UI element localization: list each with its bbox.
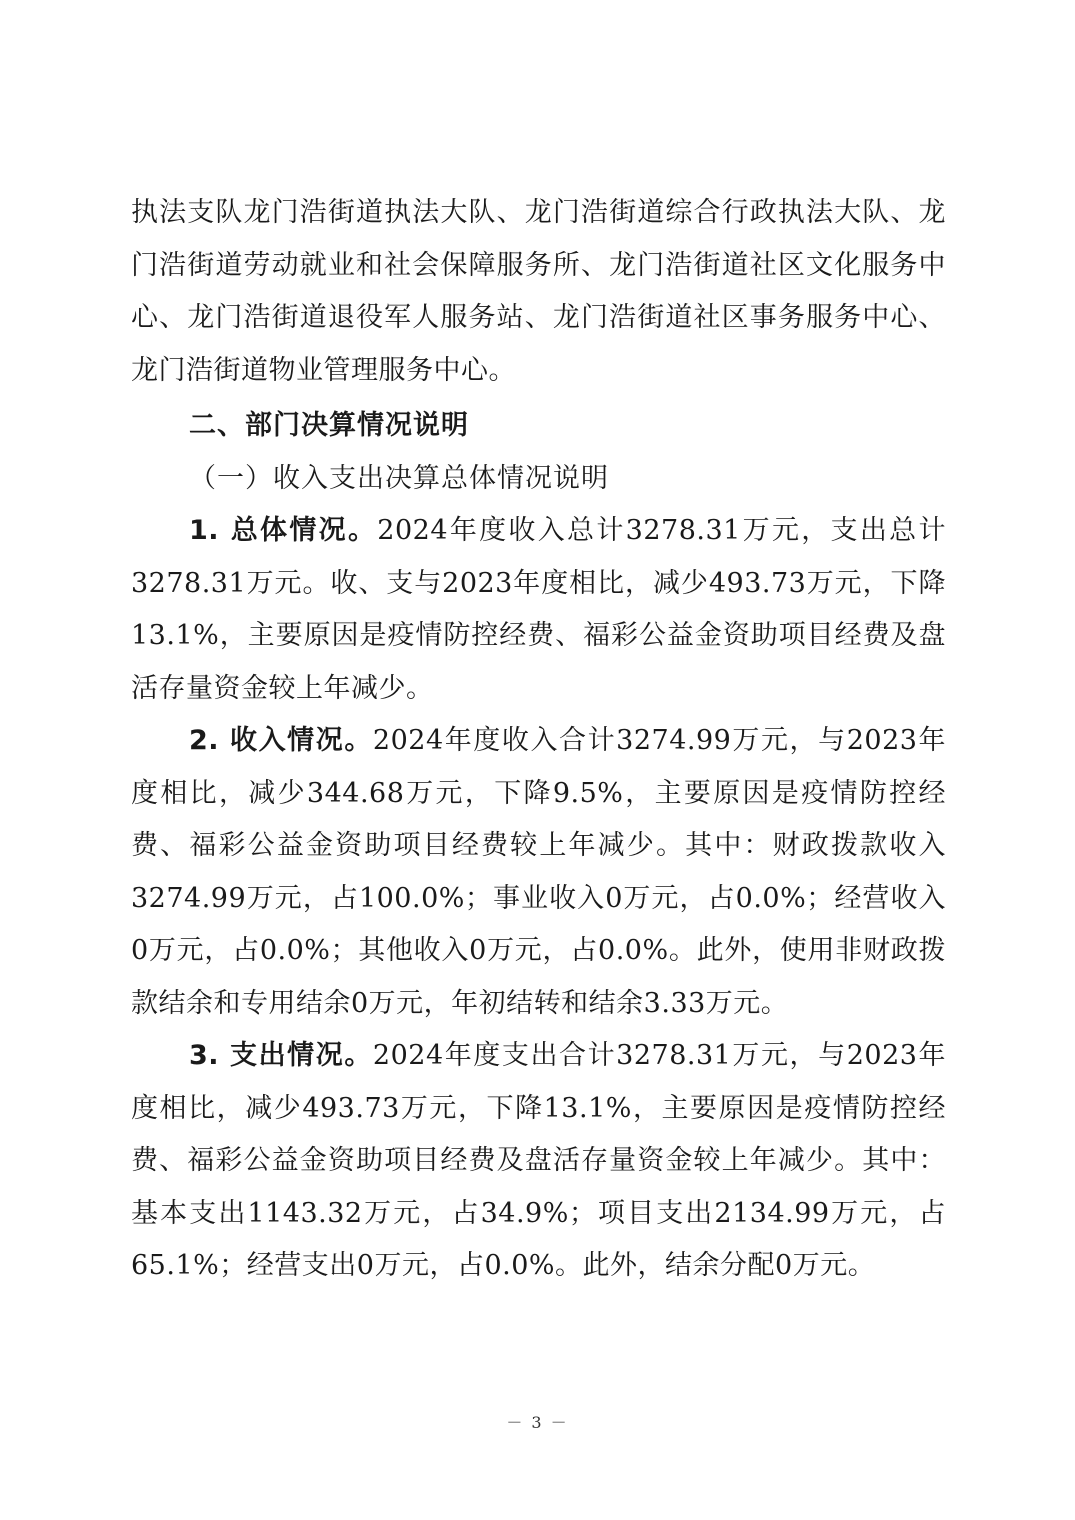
- section-heading: 二、部门决算情况说明: [189, 410, 469, 441]
- overall-lead: 1. 总体情况。: [189, 515, 378, 546]
- expenditure-paragraph: [131, 1030, 946, 1293]
- expenditure-lead: 3. 支出情况。: [189, 1040, 373, 1071]
- income-lead: 2. 收入情况。: [189, 725, 373, 756]
- document-body: [131, 187, 946, 1293]
- income-paragraph: [131, 715, 946, 1030]
- intro-paragraph: 执法支队龙门浩街道执法大队、龙门浩街道综合行政执法大队、龙门浩街道劳动就业和社会保障服务所、龙门浩街道社区文化服务中心、龙门浩街道退役军人服务站、龙门浩街道社区事务服务中心、龙门浩街道物业管理服务中心。: [131, 197, 946, 386]
- overall-text: 2024年度收入总计3278.31万元，支出总计3278.31万元。收、支与2023年度相比，减少493.73万元，下降13.1%，主要原因是疫情防控经费、福彩公益金资助项目经费及盘活存量资金较上年减少。: [131, 515, 946, 704]
- subsection-heading: （一）收入支出决算总体情况说明: [189, 462, 609, 494]
- overall-paragraph: [131, 505, 946, 715]
- page-number: － 3 －: [506, 1413, 569, 1432]
- income-text: 2024年度收入合计3274.99万元，与2023年度相比，减少344.68万元，下降9.5%，主要原因是疫情防控经费、福彩公益金资助项目经费较上年减少。其中：财政拨款收入3274.99万元，占100.0%；事业收入0万元，占0.0%；经营收入0万元，占0.0%；其他收入0万元，占0.0%。此外，使用非财政拨款结余和专用结余0万元，年初结转和结余3.33万元。: [131, 725, 947, 1019]
- expenditure-text: 2024年度支出合计3278.31万元，与2023年度相比，减少493.73万元，下降13.1%，主要原因是疫情防控经费、福彩公益金资助项目经费及盘活存量资金较上年减少。其中：基本支出1143.32万元，占34.9%；项目支出2134.99万元，占65.1%；经营支出0万元，占0.0%。此外，结余分配0万元。: [131, 1040, 947, 1281]
